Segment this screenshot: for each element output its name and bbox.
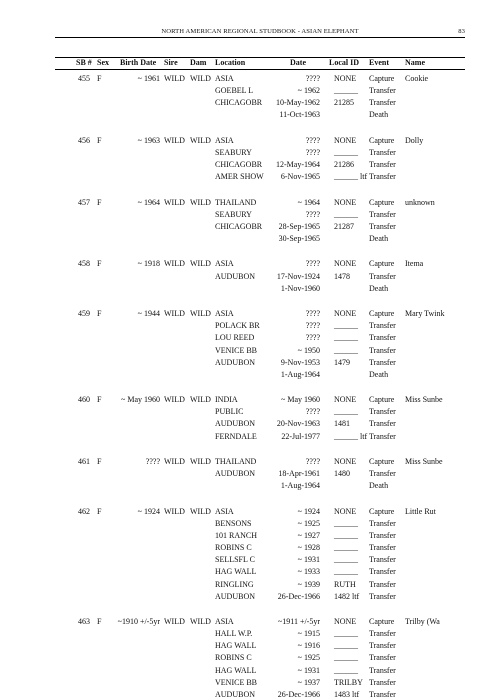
cell-date: 26-Dec-1966	[277, 689, 320, 699]
cell-date: ~ 1925	[297, 518, 320, 528]
cell-dam: WILD	[190, 309, 211, 319]
cell-id: ______	[334, 333, 358, 343]
column-header-bottom-rule	[55, 69, 465, 70]
cell-loc: THAILAND	[215, 197, 257, 207]
cell-loc: GOEBEL L	[215, 86, 254, 96]
cell-loc: HAG WALL	[215, 665, 257, 675]
cell-ev: Transfer	[369, 543, 396, 553]
cell-name: Trilby (Wa	[405, 617, 440, 626]
cell-sire: WILD	[164, 197, 185, 207]
cell-name: Little Rut	[405, 506, 436, 516]
col-event-header: Event	[369, 58, 389, 67]
cell-date: ????	[305, 135, 320, 145]
cell-ev: Transfer	[369, 641, 396, 651]
cell-loc: ASIA	[215, 506, 234, 516]
cell-loc: ROBINS C	[215, 653, 252, 663]
cell-ev: Transfer	[369, 665, 396, 675]
cell-dam: WILD	[190, 395, 211, 405]
cell-date: ~ 1931	[297, 665, 320, 675]
cell-sb: 458	[78, 259, 90, 269]
cell-ev: Death	[369, 110, 389, 120]
cell-ev: Transfer	[369, 689, 396, 699]
cell-ev: Capture	[369, 506, 395, 516]
cell-id: ______	[334, 629, 358, 639]
cell-id: ______	[334, 407, 358, 417]
cell-ev: Capture	[369, 135, 395, 145]
cell-date: ????	[305, 309, 320, 319]
cell-dam: WILD	[190, 456, 211, 466]
cell-birth: ~ 1924	[137, 506, 160, 516]
cell-date: 11-Oct-1963	[279, 110, 320, 120]
cell-ev: Death	[369, 481, 389, 491]
cell-ev: Capture	[369, 197, 395, 207]
cell-id: RUTH	[334, 579, 356, 589]
cell-sb: 459	[78, 309, 90, 319]
cell-loc: AUDUBON	[215, 591, 255, 601]
cell-loc: AMER SHOW	[215, 172, 264, 182]
cell-sire: WILD	[164, 135, 185, 145]
cell-id: ______	[334, 567, 358, 577]
cell-sb: 457	[78, 197, 90, 207]
cell-date: ~ May 1960	[281, 395, 320, 405]
cell-birth: ~ 1964	[137, 197, 160, 207]
cell-date: 10-May-1962	[276, 98, 320, 108]
cell-loc: SELLSFL C	[215, 555, 255, 565]
cell-date: 22-Jul-1977	[281, 431, 320, 441]
cell-ev: Transfer	[369, 160, 396, 170]
cell-ev: Transfer	[369, 653, 396, 663]
cell-loc: CHICAGOBR	[215, 221, 263, 231]
cell-ev: Transfer	[369, 407, 396, 417]
cell-loc: POLACK BR	[215, 321, 260, 331]
cell-date: ~ 1962	[297, 86, 320, 96]
cell-date: ~ 1937	[297, 677, 320, 687]
cell-ev: Death	[369, 234, 389, 244]
cell-ev: Transfer	[369, 321, 396, 331]
cell-name: Dolly	[405, 135, 424, 145]
cell-sex: F	[97, 309, 102, 319]
cell-id: NONE	[334, 197, 357, 207]
cell-loc: AUDUBON	[215, 469, 255, 479]
cell-id: NONE	[334, 309, 357, 319]
cell-id: 1479	[334, 357, 350, 367]
cell-date: 20-Nov-1963	[276, 419, 320, 429]
cell-ev: Transfer	[369, 579, 396, 589]
cell-id: 1482 ltf	[334, 591, 360, 601]
cell-id: NONE	[334, 395, 357, 405]
cell-ev: Transfer	[369, 209, 396, 219]
cell-ev: Transfer	[369, 518, 396, 528]
cell-name: Miss Sunbe	[405, 456, 443, 466]
cell-loc: ASIA	[215, 74, 234, 83]
cell-loc: FERNDALE	[215, 431, 257, 441]
cell-date: ~ 1939	[297, 579, 320, 589]
cell-sire: WILD	[164, 395, 185, 405]
cell-id: NONE	[334, 456, 357, 466]
cell-ev: Capture	[369, 617, 395, 626]
cell-birth: ~ 1944	[137, 309, 160, 319]
cell-loc: ASIA	[215, 259, 234, 269]
cell-sex: F	[97, 395, 102, 405]
cell-id: ______	[334, 530, 358, 540]
cell-id: NONE	[334, 259, 357, 269]
column-header-top-rule	[55, 57, 465, 58]
cell-loc: HAG WALL	[215, 641, 257, 651]
cell-name: Mary Twink	[405, 309, 445, 319]
cell-date: ~ 1924	[297, 506, 320, 516]
cell-date: 17-Nov-1924	[276, 271, 320, 281]
col-location-header: Location	[215, 58, 246, 67]
cell-sex: F	[97, 456, 102, 466]
cell-ev: Transfer	[369, 555, 396, 565]
cell-date: ~ 1916	[297, 641, 320, 651]
cell-ev: Capture	[369, 74, 395, 83]
col-sb-header: SB #	[76, 58, 92, 67]
cell-date: ????	[305, 259, 320, 269]
cell-ev: Death	[369, 369, 389, 379]
cell-loc: AUDUBON	[215, 271, 255, 281]
cell-loc: SEABURY	[215, 147, 252, 157]
cell-sex: F	[97, 135, 102, 145]
cell-id: 21287	[334, 221, 354, 231]
cell-id: ______ ltf	[334, 431, 368, 441]
cell-ev: Capture	[369, 395, 395, 405]
cell-id: ______	[334, 345, 358, 355]
cell-loc: AUDUBON	[215, 689, 255, 699]
cell-id: ______	[334, 147, 358, 157]
running-header	[55, 28, 465, 35]
cell-date: ~ 1928	[297, 543, 320, 553]
cell-birth: ~ 1918	[137, 259, 160, 269]
cell-sire: WILD	[164, 309, 185, 319]
cell-dam: WILD	[190, 506, 211, 516]
cell-ev: Transfer	[369, 172, 396, 182]
cell-name: Miss Sunbe	[405, 395, 443, 405]
cell-sire: WILD	[164, 617, 185, 626]
cell-loc: ASIA	[215, 309, 234, 319]
cell-loc: BENSONS	[215, 518, 252, 528]
cell-ev: Transfer	[369, 591, 396, 601]
cell-id: ______	[334, 209, 358, 219]
cell-loc: VENICE BB	[215, 345, 257, 355]
cell-ev: Transfer	[369, 469, 396, 479]
cell-id: ______	[334, 641, 358, 651]
col-sire-header: Sire	[164, 58, 178, 67]
cell-id: NONE	[334, 506, 357, 516]
cell-dam: WILD	[190, 259, 211, 269]
cell-ev: Transfer	[369, 147, 396, 157]
cell-date: 1-Nov-1960	[280, 283, 320, 293]
cell-id: 1478	[334, 271, 350, 281]
cell-sb: 456	[78, 135, 90, 145]
cell-id: 1483 ltf	[334, 689, 360, 699]
cell-date: ????	[305, 407, 320, 417]
cell-loc: ROBINS C	[215, 543, 252, 553]
cell-name: unknown	[405, 197, 435, 207]
cell-date: 9-Nov-1953	[280, 357, 320, 367]
cell-sire: WILD	[164, 506, 185, 516]
cell-date: ~ 1915	[297, 629, 320, 639]
cell-date: ~ 1964	[297, 197, 320, 207]
cell-id: ______	[334, 555, 358, 565]
cell-date: 1-Aug-1964	[280, 481, 320, 491]
cell-name: Cookie	[405, 74, 429, 83]
cell-date: ~ 1927	[297, 530, 320, 540]
cell-sire: WILD	[164, 456, 185, 466]
cell-ev: Transfer	[369, 530, 396, 540]
cell-sb: 455	[78, 74, 90, 83]
cell-sb: 461	[78, 456, 90, 466]
cell-sire: WILD	[164, 74, 185, 83]
cell-date: 12-May-1964	[276, 160, 320, 170]
cell-id: ______	[334, 665, 358, 675]
cell-birth: ~ 1963	[137, 135, 160, 145]
cell-loc: RINGLING	[215, 579, 254, 589]
cell-date: ????	[305, 147, 320, 157]
cell-ev: Transfer	[369, 419, 396, 429]
cell-id: NONE	[334, 617, 357, 626]
cell-id: ______	[334, 321, 358, 331]
cell-sex: F	[97, 506, 102, 516]
cell-ev: Capture	[369, 259, 395, 269]
cell-sex: F	[97, 197, 102, 207]
cell-date: 6-Nov-1965	[280, 172, 320, 182]
col-dam-header: Dam	[190, 58, 207, 67]
cell-sire: WILD	[164, 259, 185, 269]
cell-date: ????	[305, 321, 320, 331]
cell-ev: Capture	[369, 456, 395, 466]
cell-ev: Transfer	[369, 345, 396, 355]
cell-date: 1-Aug-1964	[280, 369, 320, 379]
cell-date: ~ 1933	[297, 567, 320, 577]
cell-loc: HALL W.P.	[215, 629, 253, 639]
running-header-title: NORTH AMERICAN REGIONAL STUDBOOK - ASIAN ELEPHANT	[161, 28, 359, 35]
cell-id: ______	[334, 653, 358, 663]
cell-id: 21286	[334, 160, 354, 170]
cell-dam: WILD	[190, 617, 211, 626]
cell-id: 1480	[334, 469, 350, 479]
cell-id: NONE	[334, 135, 357, 145]
cell-date: 30-Sep-1965	[278, 234, 320, 244]
cell-sb: 460	[78, 395, 90, 405]
cell-sex: F	[97, 74, 102, 83]
cell-birth: ~ May 1960	[121, 395, 160, 405]
cell-loc: HAG WALL	[215, 567, 257, 577]
cell-loc: SEABURY	[215, 209, 252, 219]
cell-date: 26-Dec-1966	[277, 591, 320, 601]
cell-loc: CHICAGOBR	[215, 160, 263, 170]
cell-birth: ~ 1961	[137, 74, 160, 83]
cell-name: Itema	[405, 259, 424, 269]
cell-ev: Transfer	[369, 333, 396, 343]
cell-ev: Transfer	[369, 431, 396, 441]
col-date-header: Date	[290, 58, 306, 67]
cell-sex: F	[97, 259, 102, 269]
cell-ev: Transfer	[369, 86, 396, 96]
cell-sex: F	[97, 617, 102, 626]
cell-loc: PUBLIC	[215, 407, 244, 417]
cell-ev: Transfer	[369, 677, 396, 687]
cell-date: 18-Apr-1961	[278, 469, 320, 479]
cell-date: ~ 1950	[297, 345, 320, 355]
col-name-header: Name	[405, 58, 425, 67]
col-sex-header: Sex	[97, 58, 109, 67]
cell-id: ______	[334, 86, 358, 96]
cell-date: ~1911 +/-5yr	[277, 617, 320, 626]
page-number: 83	[458, 28, 465, 35]
cell-loc: LOU REED	[215, 333, 255, 343]
cell-date: ~ 1931	[297, 555, 320, 565]
cell-id: 21285	[334, 98, 354, 108]
cell-loc: THAILAND	[215, 456, 257, 466]
cell-loc: INDIA	[215, 395, 238, 405]
cell-birth: ~1910 +/-5yr	[117, 617, 160, 626]
cell-date: 28-Sep-1965	[278, 221, 320, 231]
cell-loc: AUDUBON	[215, 419, 255, 429]
header-rule	[55, 37, 465, 38]
cell-id: NONE	[334, 74, 357, 83]
cell-ev: Death	[369, 283, 389, 293]
cell-id: ______	[334, 518, 358, 528]
cell-date: ????	[305, 74, 320, 83]
cell-loc: VENICE BB	[215, 677, 257, 687]
cell-date: ????	[305, 209, 320, 219]
cell-dam: WILD	[190, 74, 211, 83]
cell-date: ????	[305, 333, 320, 343]
cell-ev: Transfer	[369, 357, 396, 367]
cell-ev: Transfer	[369, 567, 396, 577]
cell-id: ______	[334, 543, 358, 553]
cell-sb: 463	[78, 617, 90, 626]
cell-loc: ASIA	[215, 135, 234, 145]
cell-id: 1481	[334, 419, 350, 429]
col-local-id-header: Local ID	[329, 58, 359, 67]
cell-dam: WILD	[190, 135, 211, 145]
cell-loc: 101 RANCH	[215, 530, 258, 540]
cell-ev: Transfer	[369, 271, 396, 281]
cell-id: ______ ltf	[334, 172, 368, 182]
cell-id: TRILBY	[334, 677, 363, 687]
cell-loc: CHICAGOBR	[215, 98, 263, 108]
cell-loc: ASIA	[215, 617, 234, 626]
cell-sb: 462	[78, 506, 90, 516]
cell-date: ~ 1925	[297, 653, 320, 663]
cell-date: ????	[305, 456, 320, 466]
cell-ev: Transfer	[369, 629, 396, 639]
cell-birth: ????	[145, 456, 160, 466]
cell-ev: Transfer	[369, 98, 396, 108]
cell-dam: WILD	[190, 197, 211, 207]
cell-ev: Capture	[369, 309, 395, 319]
cell-loc: AUDUBON	[215, 357, 255, 367]
cell-ev: Transfer	[369, 221, 396, 231]
col-birth-date-header: Birth Date	[120, 58, 157, 67]
